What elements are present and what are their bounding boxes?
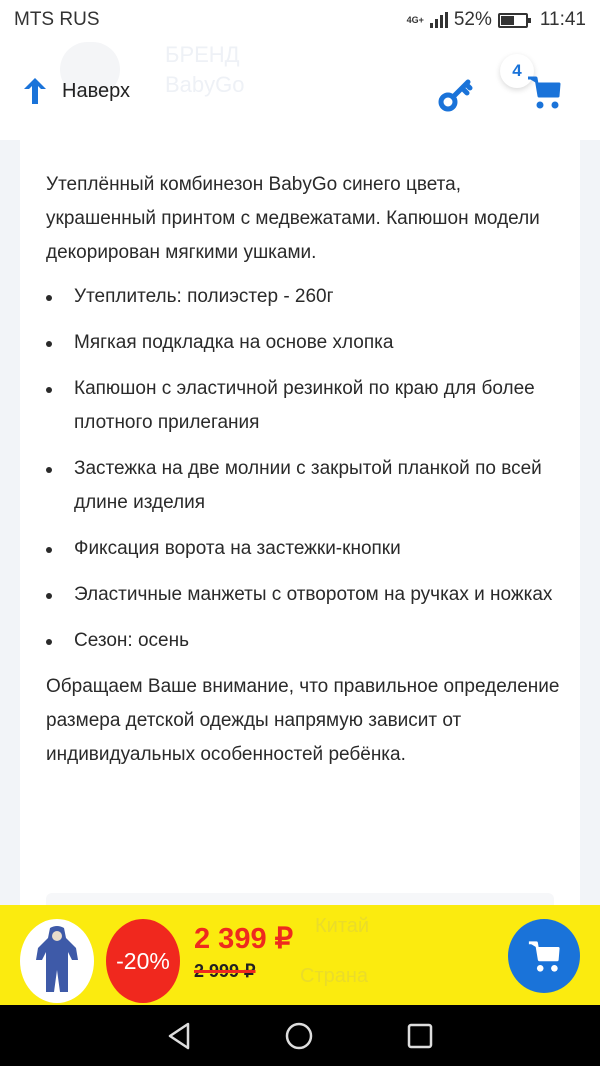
battery-icon: [498, 13, 528, 28]
feature-item: Застежка на две молнии с закрытой планкой по всей длине изделия: [46, 452, 566, 520]
cart-icon[interactable]: [526, 74, 562, 110]
arrow-up-icon: [22, 76, 48, 106]
brand-info: [165, 40, 245, 100]
carrier: MTS RUS: [14, 9, 100, 30]
status-bar: [0, 0, 600, 40]
brand-name: BabyGo: [165, 72, 245, 97]
cart-icon: [527, 939, 561, 973]
network-icon: 4G+: [406, 14, 424, 25]
description-intro: Утеплённый комбинезон BabyGo синего цвета, украшенный принтом с медвежатами. Капюшон модели декорирован мягкими ушками.: [46, 174, 540, 263]
top-header: [0, 40, 600, 140]
battery-percent: 52%: [453, 9, 492, 30]
spec-label: Страна: [300, 965, 369, 987]
feature-item: Сезон: осень: [46, 624, 566, 658]
feature-item: Фиксация ворота на застежки-кнопки: [46, 532, 566, 566]
feature-item: Мягкая подкладка на основе хлопка: [46, 326, 566, 360]
jumpsuit-image: [34, 926, 80, 996]
current-price: 2 399 ₽: [194, 923, 294, 955]
feature-item: Капюшон с эластичной резинкой по краю для более плотного прилегания: [46, 372, 566, 440]
brand-label: БРЕНД: [165, 42, 240, 67]
system-nav-bar: [0, 1005, 600, 1066]
home-icon[interactable]: [284, 1021, 314, 1051]
spec-value: Китай: [315, 915, 370, 937]
recents-icon[interactable]: [406, 1022, 434, 1050]
scroll-top-button[interactable]: [22, 76, 130, 106]
clock: 11:41: [539, 9, 586, 30]
back-icon[interactable]: [166, 1021, 192, 1051]
signal-icon: [430, 12, 448, 28]
product-thumbnail[interactable]: [20, 919, 94, 1003]
scroll-top-label: Наверх: [62, 79, 130, 102]
product-description: [46, 168, 566, 782]
add-to-cart-button[interactable]: [508, 919, 580, 993]
cart-count-badge: 4: [500, 54, 534, 88]
size-note: Обращаем Ваше внимание, что правильное определение размера детской одежды напрямую зависит от индивидуальных особенностей ребёнка.: [46, 676, 560, 765]
discount-badge: -20%: [106, 919, 180, 1003]
feature-item: Эластичные манжеты с отворотом на ручках и ножках: [46, 578, 566, 612]
feature-item: Утеплитель: полиэстер - 260г: [46, 280, 566, 314]
buy-bar: [0, 905, 600, 1005]
key-icon[interactable]: [438, 76, 474, 112]
old-price: 2 999 ₽: [194, 961, 256, 981]
feature-list: [46, 280, 566, 658]
